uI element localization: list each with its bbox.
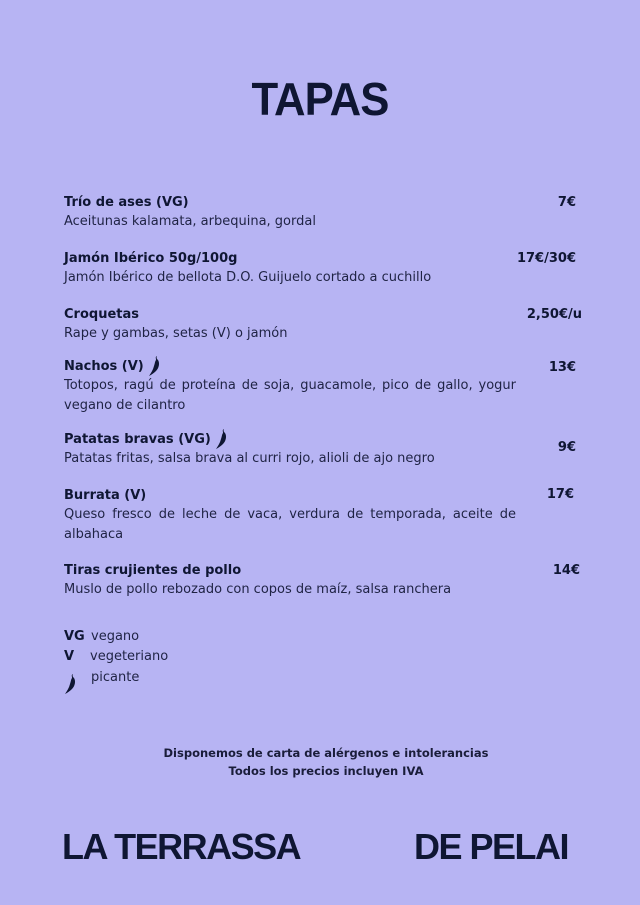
item-description: Jamón Ibérico de bellota D.O. Guijuelo cortado a cuchillo: [64, 270, 432, 285]
item-price: 17€/30€: [516, 251, 576, 266]
item-price: 13€: [548, 360, 576, 375]
legend-item: [64, 646, 168, 666]
item-price: 7€: [557, 195, 576, 210]
item-description: Rape y gambas, setas (V) o jamón: [64, 326, 288, 341]
item-name: Tiras crujientes de pollo: [64, 562, 242, 578]
item-name: Jamón Ibérico 50g/100g: [64, 250, 238, 266]
legend-abbr: VG: [64, 628, 85, 644]
menu-item: [64, 249, 584, 288]
vat-note: Todos los precios incluyen IVA: [228, 764, 424, 778]
item-price: 2,50€/u: [526, 307, 582, 322]
menu-item: [64, 430, 584, 469]
menu-item: [64, 486, 584, 545]
footer-notes: [0, 744, 640, 780]
menu-item: [64, 193, 584, 232]
legend-label: vegeteriano: [90, 648, 169, 664]
chili-pepper-icon: [215, 428, 229, 450]
item-price: 14€: [552, 563, 580, 578]
menu-title: TAPAS: [251, 73, 389, 125]
item-description: Queso fresco de leche de vaca, verdura de temporada, aceite de albahaca: [64, 507, 516, 542]
brand-name-right: DE PELAI: [414, 826, 569, 867]
item-name: Patatas bravas (VG): [64, 431, 211, 447]
allergen-note: Disponemos de carta de alérgenos e intolerancias: [163, 746, 489, 760]
item-description: Totopos, ragú de proteína de soja, guacamole, pico de gallo, yogur vegano de cilantro: [64, 378, 516, 413]
item-description: Aceitunas kalamata, arbequina, gordal: [64, 214, 316, 229]
chili-pepper-icon: [64, 671, 78, 697]
legend: [64, 626, 168, 688]
item-name: Nachos (V): [64, 358, 144, 374]
menu-item: [64, 305, 584, 344]
item-price: 9€: [557, 440, 576, 455]
legend-abbr: V: [64, 648, 75, 664]
menu-item: [64, 357, 584, 416]
legend-label: picante: [91, 669, 140, 685]
brand-name-left: LA TERRASSA: [62, 826, 301, 867]
item-description: Patatas fritas, salsa brava al curri rojo, alioli de ajo negro: [64, 451, 435, 466]
item-price: 17€: [546, 487, 574, 502]
item-name: Trío de ases (VG): [64, 194, 189, 210]
item-name: Croquetas: [64, 306, 139, 322]
item-name: Burrata (V): [64, 487, 147, 503]
chili-pepper-icon: [148, 355, 162, 377]
legend-item: [64, 666, 168, 688]
legend-label: vegano: [91, 628, 140, 644]
menu-item: [64, 561, 584, 600]
item-description: Muslo de pollo rebozado con copos de maíz, salsa ranchera: [64, 582, 452, 597]
legend-item: [64, 626, 168, 646]
